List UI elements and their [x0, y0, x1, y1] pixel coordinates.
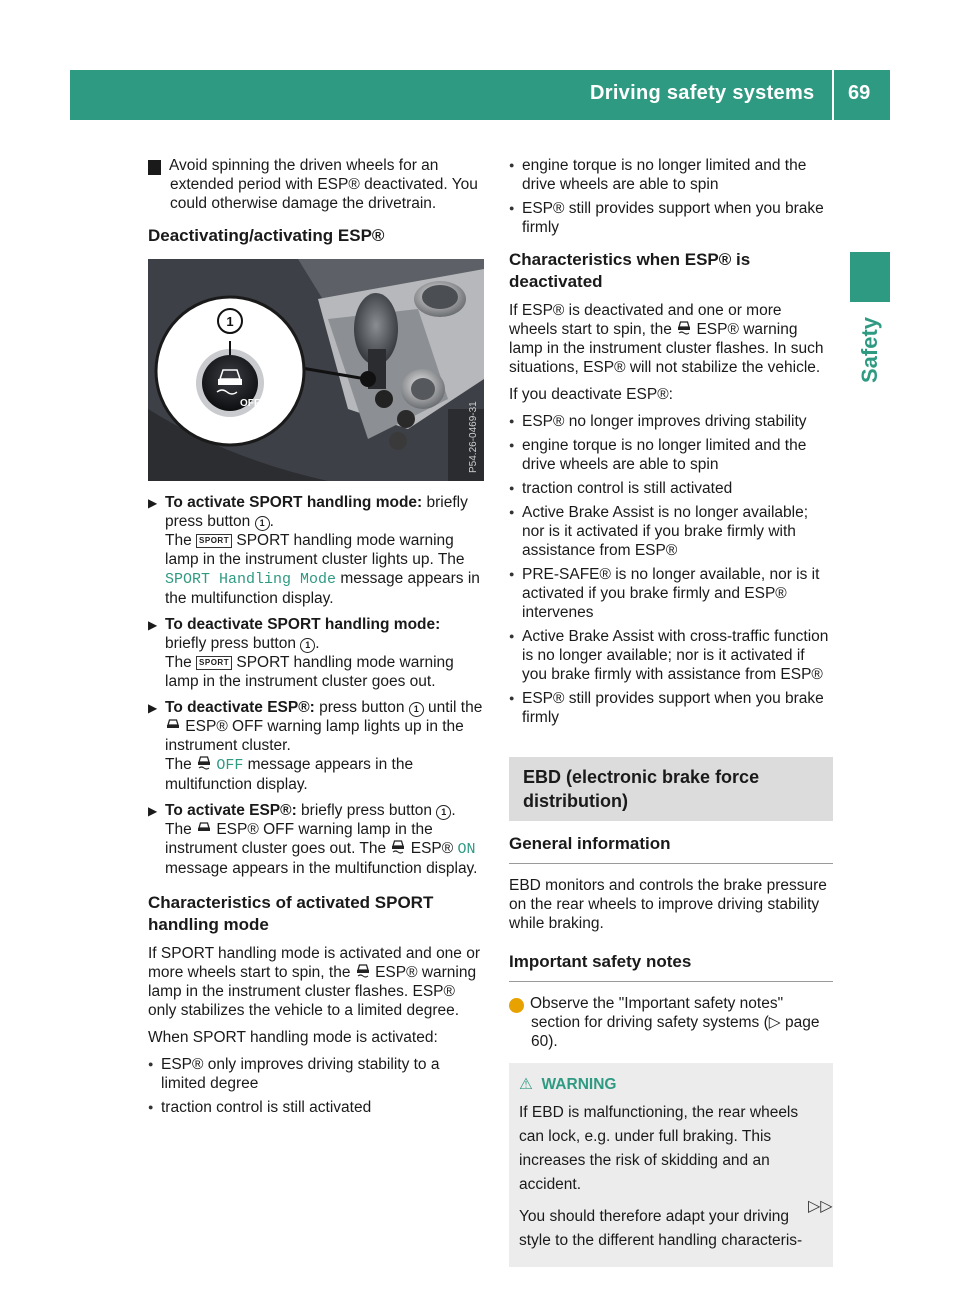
page-title: Driving safety systems — [590, 82, 815, 104]
warning-title: ⚠ WARNING — [519, 1076, 617, 1093]
esp-off-lamp-icon — [165, 718, 181, 733]
deactivated-effects-list — [509, 412, 833, 727]
left-column — [141, 156, 484, 1125]
photo-part-number: P54.26-0469-31 — [468, 401, 479, 473]
list-item: ● ESP® only improves driving stability to a limited degree — [148, 1055, 484, 1093]
info-icon: i — [509, 998, 524, 1013]
photo-callout-number: 1 — [226, 314, 234, 329]
sport-characteristics-text: If SPORT handling mode is activated and one or more wheels start to spin, the ESP® warning lamp in the instrument cluster flashes. ESP® only stabilizes the vehicle to a limited degree. — [148, 945, 481, 1019]
list-item: ● traction control is still activated — [509, 479, 833, 498]
list-item: ● engine torque is no longer limited and the drive wheels are able to spin — [509, 156, 833, 194]
esp-lamp-icon — [196, 756, 212, 771]
caution-icon: ! — [148, 160, 161, 175]
section-tab-label: Safety — [857, 316, 882, 384]
continued-next-page-icon: ▷▷ — [808, 1198, 833, 1215]
callout-1-icon: 1 — [255, 516, 270, 531]
sport-characteristics-heading: Characteristics of activated SPORT handling mode — [148, 893, 434, 934]
callout-1-icon: 1 — [409, 702, 424, 717]
console-illustration — [148, 259, 484, 481]
step-arrow-icon: ▶ — [148, 804, 158, 818]
general-info-heading: General information — [509, 834, 671, 853]
continued-list — [509, 156, 833, 237]
info-note: i Observe the "Important safety notes" section for driving safety systems (▷ page 60). — [503, 995, 820, 1050]
sport-activated-intro: When SPORT handling mode is activated: — [148, 1029, 438, 1046]
list-item: ● PRE-SAFE® is no longer available, nor is it activated if you brake firmly and ESP® intervenes — [509, 565, 833, 622]
step-arrow-icon: ▶ — [148, 618, 158, 632]
header-divider — [832, 70, 834, 120]
deactivated-characteristics-text: If ESP® is deactivated and one or more wheels start to spin, the ESP® warning lamp in the instrument cluster flashes. In such situations, ESP® will not stabilize the vehicle. — [509, 302, 824, 376]
list-item: ● ESP® still provides support when you brake firmly — [509, 689, 833, 727]
deactivating-heading: Deactivating/activating ESP® — [148, 226, 385, 245]
step-arrow-icon: ▶ — [148, 701, 158, 715]
right-column — [503, 156, 833, 1267]
sport-activated-list — [148, 1055, 484, 1117]
ebd-section-heading: EBD (electronic brake force distribution) — [509, 757, 833, 821]
deactivated-characteristics-heading: Characteristics when ESP® is deactivated — [509, 250, 751, 291]
esp-lamp-icon — [355, 964, 371, 979]
safety-notes-heading: Important safety notes — [509, 952, 692, 971]
step-arrow-icon: ▶ — [148, 496, 158, 510]
list-item: ● Active Brake Assist with cross-traffic function is no longer available; nor is it activated if you brake firmly with assistance from ESP® — [509, 627, 833, 684]
page-number: 69 — [848, 82, 871, 104]
callout-1-icon: 1 — [436, 805, 451, 820]
sport-lamp-icon: SPORT — [196, 656, 232, 670]
list-item: ● Active Brake Assist is no longer available; nor is it activated if you brake firmly with assistance from ESP® — [509, 503, 833, 560]
caution-note: ! Avoid spinning the driven wheels for an extended period with ESP® deactivated. You could otherwise damage the drivetrain. — [141, 157, 478, 212]
esp-lamp-icon — [676, 321, 692, 336]
step-activate-sport: ▶ To activate SPORT handling mode: briefly press button 1 . The SPORT SPORT handling mode warning lamp in the instrument cluster lights up. The SPORT Handling Mode message appears in the multifunction display. — [148, 494, 480, 607]
esp-button-photo — [148, 259, 484, 481]
divider — [509, 863, 833, 864]
photo-button-label: OFF — [240, 398, 260, 409]
step-deactivate-sport: ▶ To deactivate SPORT handling mode: briefly press button 1 . The SPORT SPORT handling mode warning lamp in the instrument cluster goes out. — [148, 616, 454, 690]
display-message-sport: SPORT Handling Mode — [165, 571, 337, 588]
warning-box — [509, 1063, 833, 1267]
sport-lamp-icon: SPORT — [196, 534, 232, 548]
display-message-on: ON — [457, 841, 476, 858]
warning-triangle-icon: ⚠ — [519, 1076, 533, 1093]
step-deactivate-esp: ▶ To deactivate ESP®: press button 1 until the ESP® OFF warning lamp lights up in the instrument cluster. The OFF message appears in the multifunction display. — [148, 699, 483, 793]
display-message-off: OFF — [216, 757, 244, 774]
warning-text-2: You should therefore adapt your driving style to the different handling characteris- — [519, 1208, 803, 1249]
divider — [509, 981, 833, 982]
callout-1-icon: 1 — [300, 638, 315, 653]
section-tab-marker — [850, 252, 890, 302]
list-item: ● ESP® no longer improves driving stability — [509, 412, 833, 431]
esp-off-lamp-icon — [196, 821, 212, 836]
general-info-text: EBD monitors and controls the brake pressure on the rear wheels to improve driving stability while braking. — [509, 877, 827, 932]
step-activate-esp: ▶ To activate ESP®: briefly press button 1 . The ESP® OFF warning lamp in the instrument cluster goes out. The ESP® ON message appears in the multifunction display. — [148, 802, 478, 877]
list-item: ● traction control is still activated — [148, 1098, 484, 1117]
list-item: ● engine torque is no longer limited and the drive wheels are able to spin — [509, 436, 833, 474]
esp-lamp-icon — [390, 840, 406, 855]
deactivate-intro: If you deactivate ESP®: — [509, 386, 673, 403]
warning-text-1: If EBD is malfunctioning, the rear wheels can lock, e.g. under full braking. This increases the risk of skidding and an accident. — [519, 1104, 799, 1193]
list-item: ● ESP® still provides support when you brake firmly — [509, 199, 833, 237]
instruction-steps — [148, 493, 484, 878]
